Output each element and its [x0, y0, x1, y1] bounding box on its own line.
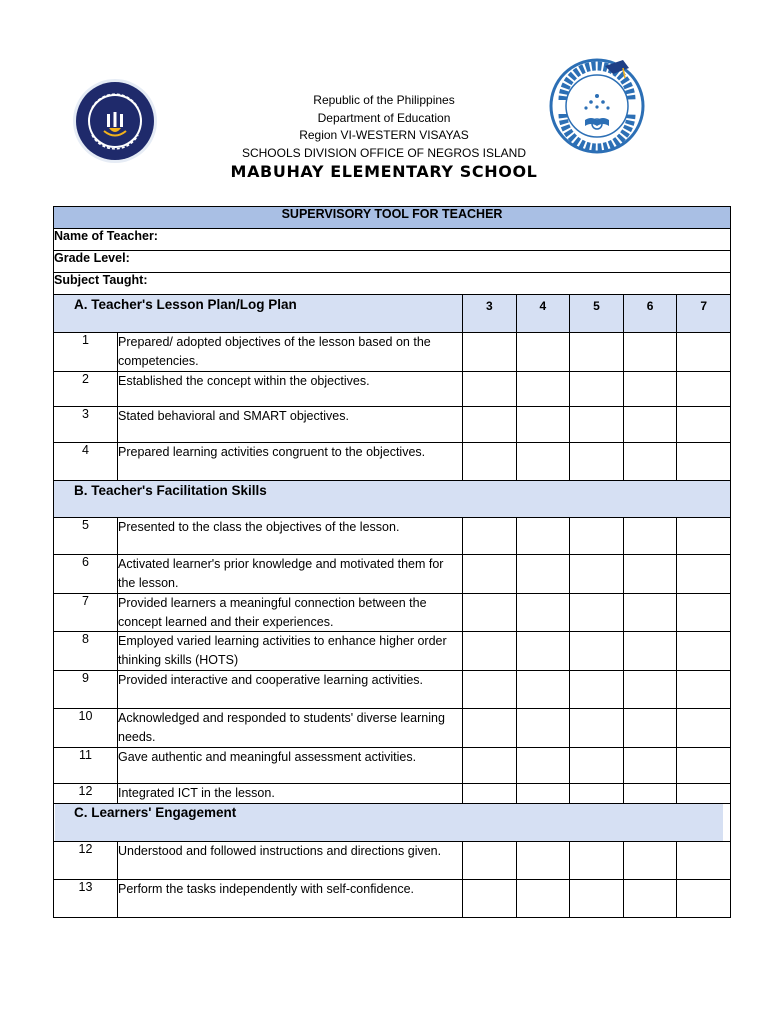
criterion-row [54, 372, 731, 407]
criterion-row [54, 407, 731, 443]
rating-cell[interactable] [677, 594, 731, 632]
rating-cell[interactable] [516, 709, 570, 748]
school-name: MABUHAY ELEMENTARY SCHOOL [230, 162, 538, 181]
rating-cell[interactable] [463, 372, 517, 407]
rating-cell[interactable] [677, 784, 731, 804]
criterion-number: 9 [54, 671, 118, 709]
rating-cell[interactable] [570, 372, 624, 407]
rating-cell[interactable] [570, 784, 624, 804]
rating-cell[interactable] [623, 841, 677, 879]
rating-cell[interactable] [516, 372, 570, 407]
grade-level-field[interactable]: Grade Level: [54, 251, 731, 273]
criterion-text: Integrated ICT in the lesson. [118, 784, 463, 804]
rating-cell[interactable] [677, 443, 731, 481]
rating-cell[interactable] [463, 518, 517, 555]
criterion-row [54, 709, 731, 748]
criterion-number: 6 [54, 555, 118, 594]
rating-cell[interactable] [570, 333, 624, 372]
rating-cell[interactable] [570, 407, 624, 443]
rating-cell[interactable] [570, 709, 624, 748]
criterion-row [54, 518, 731, 555]
rating-cell[interactable] [677, 841, 731, 879]
rating-cell[interactable] [516, 443, 570, 481]
criterion-number: 10 [54, 709, 118, 748]
criterion-text: Prepared learning activities congruent to the objectives. [118, 443, 463, 481]
header-line-republic: Republic of the Philippines [313, 93, 455, 107]
section-c-label: C. Learners' Engagement [55, 804, 723, 841]
rating-cell[interactable] [677, 333, 731, 372]
criterion-number: 11 [54, 748, 118, 784]
criterion-number: 7 [54, 594, 118, 632]
rating-cell[interactable] [463, 748, 517, 784]
rating-cell[interactable] [516, 594, 570, 632]
criterion-row [54, 784, 731, 804]
rating-cell[interactable] [623, 407, 677, 443]
rating-cell[interactable] [570, 879, 624, 917]
rating-cell[interactable] [677, 709, 731, 748]
criterion-number: 12 [54, 841, 118, 879]
rating-cell[interactable] [463, 594, 517, 632]
criterion-row [54, 671, 731, 709]
rating-cell[interactable] [677, 632, 731, 671]
criterion-text: Employed varied learning activities to enhance higher order thinking skills (HOTS) [118, 632, 463, 671]
rating-cell[interactable] [623, 333, 677, 372]
form-title: SUPERVISORY TOOL FOR TEACHER [54, 207, 731, 229]
criterion-row [54, 594, 731, 632]
criterion-number: 8 [54, 632, 118, 671]
criterion-text: Understood and followed instructions and directions given. [118, 841, 463, 879]
rating-cell[interactable] [516, 879, 570, 917]
criterion-row [54, 632, 731, 671]
criterion-text: Gave authentic and meaningful assessment activities. [118, 748, 463, 784]
criterion-number: 5 [54, 518, 118, 555]
criterion-number: 12 [54, 784, 118, 804]
rating-cell[interactable] [516, 671, 570, 709]
rating-header-7: 7 [677, 295, 731, 333]
rating-cell[interactable] [677, 879, 731, 917]
section-b-label: B. Teacher's Facilitation Skills [54, 481, 731, 518]
rating-cell[interactable] [623, 555, 677, 594]
rating-cell[interactable] [463, 632, 517, 671]
rating-cell[interactable] [570, 555, 624, 594]
rating-cell[interactable] [623, 748, 677, 784]
header-line-region: Region VI-WESTERN VISAYAS [299, 128, 469, 142]
header-line-department: Department of Education [317, 110, 451, 125]
criterion-number: 4 [54, 443, 118, 481]
rating-cell[interactable] [623, 671, 677, 709]
rating-cell[interactable] [463, 709, 517, 748]
rating-cell[interactable] [463, 841, 517, 879]
criterion-number: 2 [54, 372, 118, 407]
rating-header-5: 5 [570, 295, 624, 333]
criterion-text: Stated behavioral and SMART objectives. [118, 407, 463, 443]
rating-cell[interactable] [516, 407, 570, 443]
rating-cell[interactable] [570, 518, 624, 555]
rating-cell[interactable] [516, 518, 570, 555]
rating-cell[interactable] [623, 784, 677, 804]
criterion-text: Activated learner's prior knowledge and motivated them for the lesson. [118, 555, 463, 594]
rating-cell[interactable] [570, 594, 624, 632]
criterion-row [54, 555, 731, 594]
rating-cell[interactable] [623, 632, 677, 671]
criterion-row [54, 333, 731, 372]
criterion-row [54, 841, 731, 879]
rating-cell[interactable] [623, 372, 677, 407]
rating-cell[interactable] [570, 748, 624, 784]
criterion-text: Perform the tasks independently with self-confidence. [118, 879, 463, 917]
rating-cell[interactable] [516, 784, 570, 804]
rating-cell[interactable] [463, 443, 517, 481]
rating-cell[interactable] [516, 841, 570, 879]
criterion-text: Presented to the class the objectives of the lesson. [118, 518, 463, 555]
rating-cell[interactable] [463, 333, 517, 372]
criterion-text: Prepared/ adopted objectives of the lesson based on the competencies. [118, 333, 463, 372]
rating-cell[interactable] [463, 407, 517, 443]
rating-cell[interactable] [677, 518, 731, 555]
rating-cell[interactable] [677, 555, 731, 594]
rating-cell[interactable] [677, 407, 731, 443]
criterion-number: 3 [54, 407, 118, 443]
section-a-label: A. Teacher's Lesson Plan/Log Plan [54, 295, 463, 333]
rating-cell[interactable] [623, 879, 677, 917]
rating-cell[interactable] [516, 748, 570, 784]
rating-cell[interactable] [623, 443, 677, 481]
rating-cell[interactable] [463, 671, 517, 709]
rating-cell[interactable] [463, 784, 517, 804]
rating-header-4: 4 [516, 295, 570, 333]
rating-cell[interactable] [623, 594, 677, 632]
agency-header [0, 92, 768, 162]
rating-cell[interactable] [677, 372, 731, 407]
criterion-number: 13 [54, 879, 118, 917]
section-c-row [54, 803, 731, 841]
criterion-text: Provided learners a meaningful connection between the concept learned and their experiences. [118, 594, 463, 632]
rating-cell[interactable] [677, 748, 731, 784]
criterion-row [54, 748, 731, 784]
rating-cell[interactable] [463, 879, 517, 917]
criterion-text: Acknowledged and responded to students' diverse learning needs. [118, 709, 463, 748]
rating-cell[interactable] [677, 671, 731, 709]
rating-header-6: 6 [623, 295, 677, 333]
criterion-text: Established the concept within the objectives. [118, 372, 463, 407]
criterion-row [54, 879, 731, 917]
rating-cell[interactable] [516, 555, 570, 594]
criterion-row [54, 443, 731, 481]
criterion-number: 1 [54, 333, 118, 372]
rating-cell[interactable] [463, 555, 517, 594]
rating-cell[interactable] [570, 443, 624, 481]
rating-cell[interactable] [623, 709, 677, 748]
subject-taught-field[interactable]: Subject Taught: [54, 273, 731, 295]
rating-cell[interactable] [516, 333, 570, 372]
rating-cell[interactable] [570, 671, 624, 709]
teacher-name-field[interactable]: Name of Teacher: [54, 229, 731, 251]
rating-header-3: 3 [463, 295, 517, 333]
rating-cell[interactable] [570, 632, 624, 671]
header-line-division: SCHOOLS DIVISION OFFICE OF NEGROS ISLAND [241, 145, 527, 160]
supervisory-tool-table [53, 206, 731, 918]
rating-cell[interactable] [516, 632, 570, 671]
criterion-text: Provided interactive and cooperative learning activities. [118, 671, 463, 709]
rating-cell[interactable] [623, 518, 677, 555]
rating-cell[interactable] [570, 841, 624, 879]
